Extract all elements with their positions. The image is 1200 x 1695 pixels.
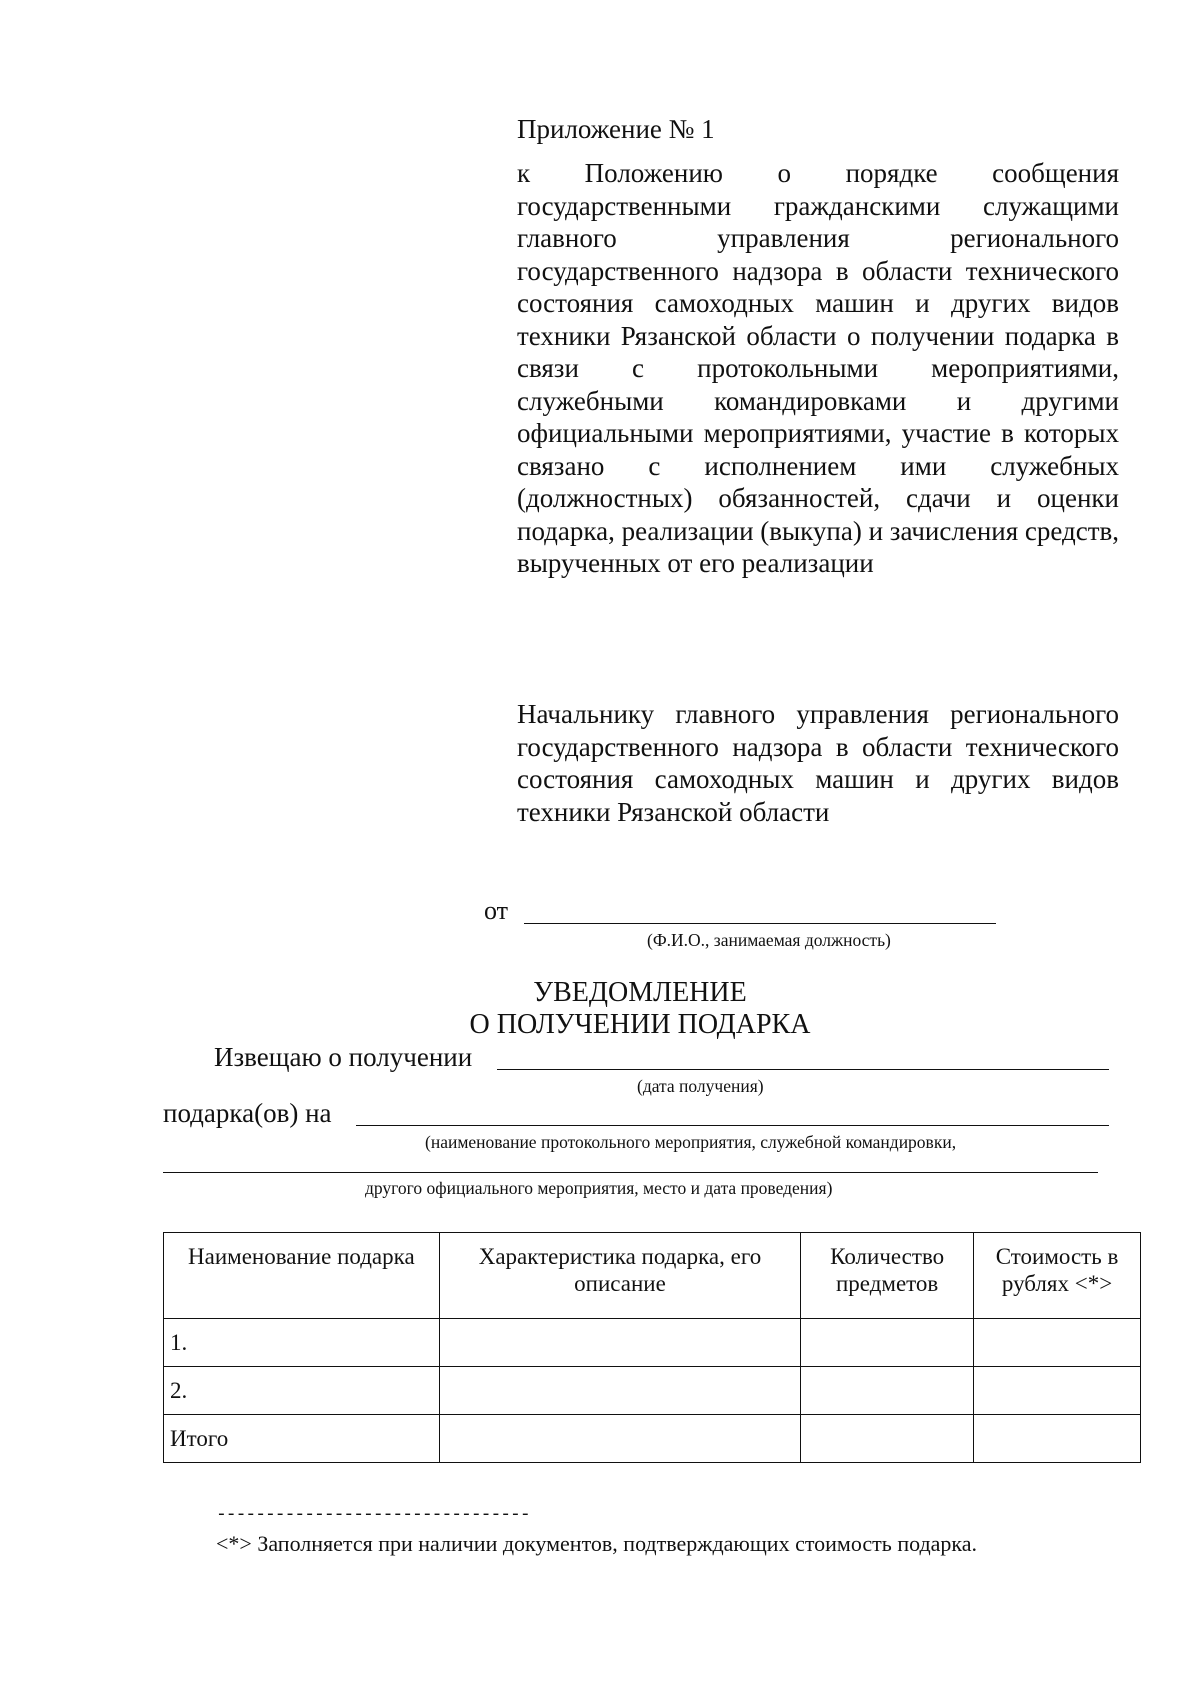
table-cell[interactable]: 1. [164,1319,440,1367]
received-label: Извещаю о получении [214,1042,473,1072]
table-header-row [164,1233,1141,1319]
table-cell[interactable]: 2. [164,1367,440,1415]
event-hint-1: (наименование протокольного мероприятия, служебной командировки, [425,1132,957,1152]
table-cell[interactable] [974,1367,1141,1415]
received-hint: (дата получения) [637,1076,764,1096]
table-cell[interactable] [801,1367,974,1415]
from-name-line[interactable] [524,923,996,924]
event-line-2[interactable] [163,1172,1098,1173]
gift-label: подарка(ов) на [163,1098,332,1128]
appendix-text: к Положению о порядке сообщения государственными гражданскими служащими главного управления регионального государственного надзора в области технического состояния самоходных машин и других видов техники Рязанской области о получении подарка в связи с протокольными мероприятиями, служебными командировками и другими официальными мероприятиями, участие в которых связано с исполнением ими служебных (должностных) обязанностей, сдачи и оценки подарка, реализации (выкупа) и зачисления средств, вырученных от его реализации [517,158,1120,578]
notice-heading-line1: УВЕДОМЛЕНИЕ [533,977,747,1008]
from-hint: (Ф.И.О., занимаемая должность) [647,930,891,950]
table-row [164,1367,1141,1415]
header-cost: Стоимость в рублях <*> [974,1233,1141,1319]
header-gift-name: Наименование подарка [164,1233,440,1319]
table-row [164,1319,1141,1367]
table-cell[interactable] [974,1319,1141,1367]
table-cell[interactable] [801,1415,974,1463]
table-cell[interactable] [439,1367,801,1415]
from-label: от [484,896,509,925]
table-cell[interactable] [974,1415,1141,1463]
table-cell[interactable] [439,1319,801,1367]
footnote-text: <*> Заполняется при наличии документов, подтверждающих стоимость подарка. [216,1531,978,1556]
table-cell[interactable]: Итого [164,1415,440,1463]
table-cell[interactable] [439,1415,801,1463]
table-row-total [164,1415,1141,1463]
notice-heading-line2: О ПОЛУЧЕНИИ ПОДАРКА [469,1009,811,1040]
appendix-title: Приложение № 1 [517,114,715,144]
event-hint-2: другого официального мероприятия, место и дата проведения) [365,1178,833,1198]
event-line-1[interactable] [356,1125,1109,1126]
header-quantity: Количество предметов [801,1233,974,1319]
gift-table [163,1232,1141,1463]
header-gift-description: Характеристика подарка, его описание [439,1233,801,1319]
received-date-line[interactable] [497,1069,1109,1070]
table-cell[interactable] [801,1319,974,1367]
footnote-separator: -------------------------------- [216,1505,530,1525]
addressee-text: Начальнику главного управления регионального государственного надзора в области технического состояния самоходных машин и других видов техники Рязанской области [517,699,1119,827]
